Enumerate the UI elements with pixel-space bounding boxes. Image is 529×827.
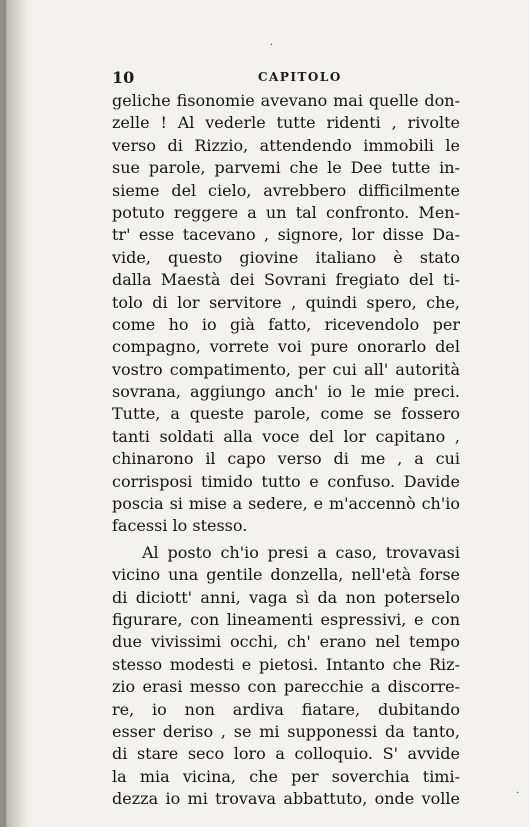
text-line: zio erasi messo con parecchie a discorre-	[112, 677, 460, 697]
text-line: come ho io già fatto, ricevendolo per	[112, 314, 460, 334]
text-line: facessi lo stesso.	[112, 516, 248, 536]
body-text	[112, 90, 460, 811]
text-line: re, io non ardiva fiatare, dubitando	[112, 699, 460, 719]
text-line: Al posto ch'io presi a caso, trovavasi	[142, 542, 460, 562]
running-head	[112, 68, 468, 92]
text-line: sovrana, aggiungo anch' io le mie preci.	[112, 382, 460, 402]
text-line: stesso modesti e pietosi. Intanto che Riz-	[112, 654, 460, 674]
text-line: sieme del cielo, avrebbero difficilmente	[112, 180, 460, 200]
text-line: sue parole, parvemi che le Dee tutte in-	[112, 158, 460, 178]
text-line: compagno, vorrete voi pure onorarlo del	[112, 337, 460, 357]
ink-speck: ·	[516, 788, 520, 799]
page-number: 10	[112, 68, 135, 87]
text-line: due vivissimi occhi, ch' erano nel tempo	[112, 632, 460, 652]
text-line: potuto reggere a un tal confronto. Men-	[112, 202, 460, 222]
running-title: CAPITOLO	[258, 70, 342, 84]
text-line: tr' esse tacevano , signore, lor disse Da-	[112, 225, 460, 245]
text-line: di diciott' anni, vaga sì da non poterselo	[112, 587, 460, 607]
text-line: esser deriso , se mi supponessi da tanto,	[112, 721, 460, 741]
ink-speck: ·	[270, 40, 274, 51]
text-line: tolo di lor servitore , quindi spero, che,	[112, 292, 460, 312]
text-line: corrisposi timido tutto e confuso. Davide	[112, 471, 460, 491]
text-line: vicino una gentile donzella, nell'età forse	[112, 565, 460, 585]
text-line: Tutte, a queste parole, come se fossero	[112, 404, 460, 424]
text-line: verso di Rizzio, attendendo immobili le	[112, 135, 460, 155]
text-line: chinarono il capo verso di me , a cui	[112, 449, 460, 469]
text-line: poscia si mise a sedere, e m'accennò ch'io	[112, 494, 460, 514]
text-line: la mia vicina, che per soverchia timi-	[112, 766, 460, 786]
text-line: vide, questo giovine italiano è stato	[112, 247, 460, 267]
text-line: figurare, con lineamenti espressivi, e con	[112, 609, 460, 629]
text-line: di stare seco loro a colloquio. S' avvide	[112, 744, 460, 764]
text-line: tanti soldati alla voce del lor capitano ,	[112, 426, 460, 446]
text-line: geliche fisonomie avevano mai quelle don-	[112, 91, 460, 110]
text-line: dalla Maestà dei Sovrani fregiato del ti-	[112, 270, 460, 290]
text-line: vostro compatimento, per cui all' autorità	[112, 359, 460, 379]
binding-edge	[0, 0, 6, 827]
text-line: dezza io mi trovava abbattuto, onde volle	[112, 789, 460, 809]
text-line: zelle ! Al vederle tutte ridenti , rivolte	[112, 113, 460, 133]
